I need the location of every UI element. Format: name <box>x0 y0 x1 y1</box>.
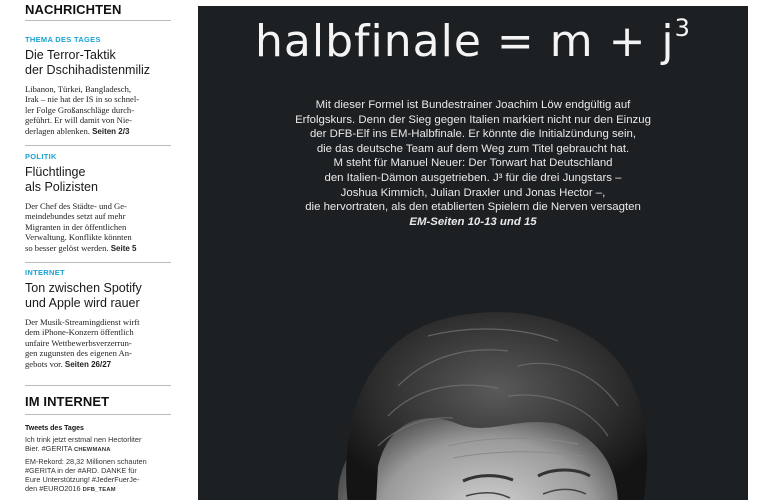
section-title-nachrichten: NACHRICHTEN <box>25 2 122 17</box>
news-kicker: POLITIK <box>25 152 57 161</box>
headline-line: und Apple wird rauer <box>25 296 140 310</box>
tweet-handle[interactable]: CHEWMANA <box>73 447 111 453</box>
divider <box>25 385 171 386</box>
formula-text: halbfinale = m + j <box>255 16 675 67</box>
headline-line: Die Terror-Taktik <box>25 48 116 62</box>
news-kicker: THEMA DES TAGES <box>25 35 101 44</box>
section-title-im-internet: IM INTERNET <box>25 394 110 409</box>
news-headline[interactable] <box>25 48 171 78</box>
news-summary: Der Musik-Streamingdienst wirft dem iPhone-Konzern öffentlich unfaire Wettbewerbsverzerrun- gen zugunsten des eigenen An- gebots vor. Seiten 26/27 <box>25 317 140 369</box>
divider <box>25 262 171 263</box>
lede-line: der DFB-Elf ins EM-Halbfinale. Er könnte die Initialzündung sein, <box>309 128 637 141</box>
divider <box>25 414 171 415</box>
lede-line: die das deutsche Team auf dem Weg zum Titel gebraucht hat. <box>316 142 630 155</box>
lede-line: Erfolgskurs. Denn der Sieg gegen Italien markiert nicht nur den Einzug <box>295 113 651 126</box>
portrait-photo <box>198 296 748 500</box>
lede-line: Mit dieser Formel ist Bundestrainer Joachim Löw endgültig auf <box>315 99 631 111</box>
headline-line: Ton zwischen Spotify <box>25 281 142 295</box>
news-item-spotify[interactable] <box>25 268 171 370</box>
page-reference[interactable]: Seite 5 <box>110 243 137 253</box>
lede-line: den Italien-Dämon ausgetrieben. J³ für die drei Jungstars – <box>324 171 622 184</box>
tweets-block <box>25 425 171 495</box>
news-headline[interactable] <box>25 165 171 195</box>
headline-line: als Polizisten <box>25 180 98 194</box>
feature-lede <box>218 98 728 229</box>
news-item-terror[interactable] <box>25 35 171 137</box>
news-headline[interactable] <box>25 281 171 311</box>
lede-line: die hervortraten, als den etablierten Spielern die Nerven versagten <box>305 201 641 214</box>
tweet[interactable]: Ich trink jetzt erstmal nen Hectorliter Bier. #GERITA CHEWMANA <box>25 435 142 453</box>
lede-line: M steht für Manuel Neuer: Der Torwart hat Deutschland <box>333 157 613 170</box>
page-reference[interactable]: Seiten 26/27 <box>64 359 112 369</box>
divider <box>25 145 171 146</box>
news-summary: Der Chef des Städte- und Ge- meindebundes setzt auf mehr Migranten in der öffentlichen Verwaltung. Konflikte könnten so besser gelöst werden. Seite 5 <box>25 201 137 253</box>
news-summary: Libanon, Türkei, Bangladesch, Irak – nie hat der IS in so schnel- ler Folge Großanschläge durch- geführt. Er will damit von Nie- derlagen ablenken. Seiten 2/3 <box>25 84 140 136</box>
formula-exponent: 3 <box>674 14 691 42</box>
tweet-handle[interactable]: DFB_TEAM <box>82 487 116 493</box>
news-kicker: INTERNET <box>25 268 65 277</box>
formula-headline <box>198 14 748 67</box>
lede-line: Joshua Kimmich, Julian Draxler und Jonas Hector –, <box>340 186 606 199</box>
headline-line: Flüchtlinge <box>25 165 86 179</box>
headline-line: der Dschihadistenmiliz <box>25 63 151 77</box>
news-item-fluechtlinge[interactable] <box>25 152 171 254</box>
feature-panel <box>198 6 748 500</box>
em-pages-reference[interactable]: EM-Seiten 10-13 und 15 <box>409 215 537 228</box>
divider <box>25 20 171 21</box>
tweet[interactable]: EM-Rekord: 28,32 Millionen schauten #GERITA in der #ARD. DANKE für Eure Unterstützung! #JederFuerJe- den #EURO2016 DFB_TEAM <box>25 457 147 493</box>
tweets-kicker: Tweets des Tages <box>25 425 84 432</box>
news-sidebar <box>25 0 171 500</box>
page-reference[interactable]: Seiten 2/3 <box>92 126 130 136</box>
